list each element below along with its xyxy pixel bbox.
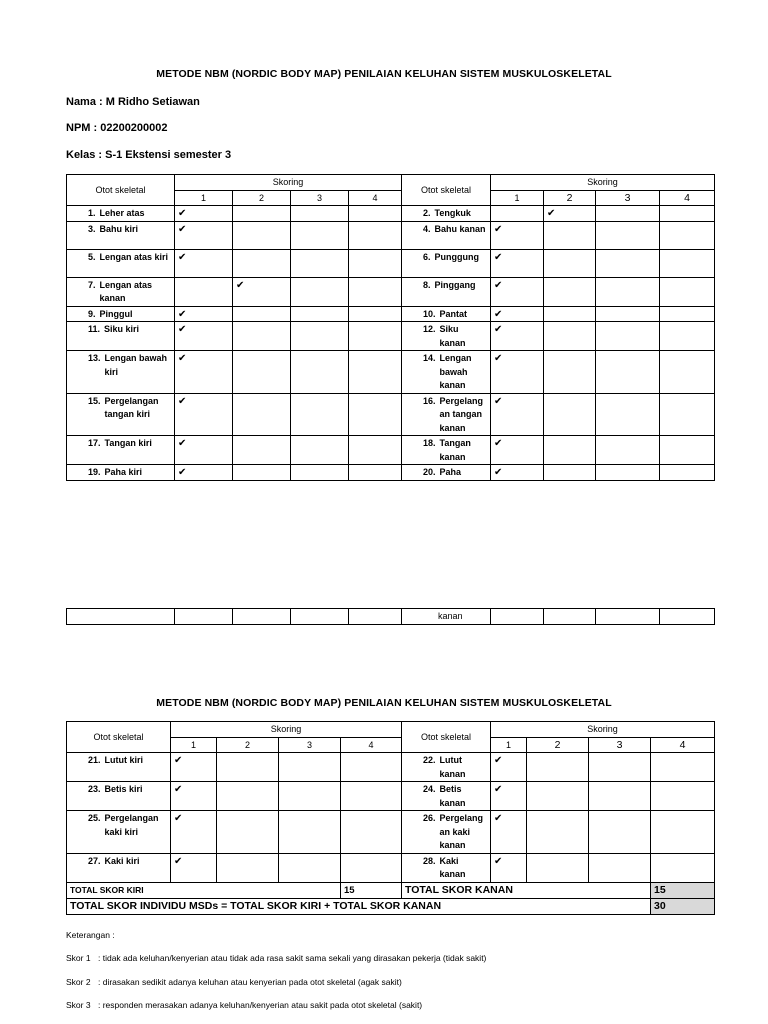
total-individu-value: 30 (651, 898, 715, 914)
right-score-cell (660, 393, 715, 436)
left-score-check (175, 351, 233, 394)
left-score-cell (279, 811, 341, 854)
keterangan-text: : responden merasakan adanya keluhan/kenyerian atau sakit pada otot skeletal (sakit) (98, 1000, 423, 1010)
left-score-check (175, 221, 233, 249)
left-score-cell (349, 249, 402, 277)
right-score-cell (589, 782, 651, 811)
right-score-check (491, 782, 527, 811)
muscle-number: 4. (423, 223, 431, 234)
table-cell (349, 609, 402, 625)
muscle-name: Lengan atas kiri (99, 251, 169, 262)
keterangan-label: Skor 2 (66, 977, 91, 987)
table-row (67, 306, 715, 322)
left-score-cell (349, 206, 402, 222)
right-score-cell (660, 249, 715, 277)
check-mark-icon: ✔ (494, 279, 503, 291)
left-score-cell (279, 753, 341, 782)
left-score-cell (341, 782, 402, 811)
right-score-cell (660, 206, 715, 222)
left-muscle-label (67, 277, 175, 306)
muscle-name: Pinggul (99, 308, 133, 319)
check-mark-icon: ✔ (178, 395, 187, 407)
left-score-cell (233, 465, 291, 481)
header-skoring-left: Skoring (171, 722, 402, 738)
muscle-number: 9. (88, 308, 96, 319)
muscle-number: 26. (423, 813, 436, 823)
left-score-cell (279, 782, 341, 811)
table-row (67, 322, 715, 351)
check-mark-icon: ✔ (494, 784, 503, 795)
right-score-cell (660, 322, 715, 351)
left-score-cell (279, 853, 341, 882)
muscle-name: Siku kanan (439, 324, 466, 348)
right-score-cell (544, 306, 596, 322)
left-score-cell (291, 206, 349, 222)
muscle-name: Lengan bawah kiri (104, 353, 168, 377)
muscle-name: Paha (439, 467, 462, 477)
muscle-name: Tangan kanan (439, 438, 471, 462)
muscle-number: 2. (423, 208, 431, 218)
total-kiri-label: TOTAL SKOR KIRI (67, 882, 341, 898)
table-row (67, 393, 715, 436)
left-score-cell (291, 393, 349, 436)
muscle-number: 21. (88, 755, 101, 765)
check-mark-icon: ✔ (178, 324, 187, 335)
left-muscle-label (67, 206, 175, 222)
right-muscle-label (402, 753, 491, 782)
left-score-cell (217, 782, 279, 811)
score-col-header: 3 (589, 737, 651, 753)
check-mark-icon: ✔ (178, 308, 187, 320)
muscle-name: Lutut kanan (439, 755, 466, 779)
muscle-name: Tengkuk (434, 208, 471, 218)
kelas-field: Kelas : S-1 Ekstensi semester 3 (66, 149, 232, 161)
right-score-cell (589, 853, 651, 882)
left-score-cell (349, 277, 402, 306)
muscle-name: Lutut kiri (104, 755, 144, 765)
check-mark-icon: ✔ (494, 353, 503, 364)
total-individu-label: TOTAL SKOR INDIVIDU MSDs = TOTAL SKOR KIRI + TOTAL SKOR KANAN (67, 898, 651, 914)
total-kanan-label: TOTAL SKOR KANAN (402, 882, 651, 898)
left-score-check (171, 853, 217, 882)
table-cell (491, 609, 544, 625)
left-muscle-label (67, 322, 175, 351)
keterangan-text: : dirasakan sedikit adanya keluhan atau kenyerian pada otot skeletal (agak sakit) (98, 977, 402, 987)
left-score-cell (233, 306, 291, 322)
left-score-cell (291, 436, 349, 465)
muscle-number: 22. (423, 755, 436, 765)
right-muscle-label (402, 436, 491, 465)
muscle-name: Betis kiri (104, 784, 143, 794)
left-score-cell (233, 206, 291, 222)
left-score-check (171, 753, 217, 782)
header-skoring-right: Skoring (491, 722, 715, 738)
score-col-header: 4 (660, 190, 715, 206)
right-muscle-label (402, 853, 491, 882)
check-mark-icon: ✔ (174, 755, 183, 766)
check-mark-icon: ✔ (178, 208, 187, 219)
right-muscle-label (402, 306, 491, 322)
muscle-number: 17. (88, 438, 101, 448)
left-muscle-label (67, 221, 175, 249)
table-row (67, 249, 715, 277)
table-row (67, 465, 715, 481)
muscle-name: Pergelangan kaki kiri (104, 813, 159, 837)
right-score-check (491, 465, 544, 481)
left-score-cell (341, 753, 402, 782)
right-score-cell (589, 811, 651, 854)
header-otot-right: Otot skeletal (402, 722, 491, 753)
right-score-cell (596, 206, 660, 222)
muscle-name: Lengan atas kanan (99, 279, 153, 303)
check-mark-icon: ✔ (494, 755, 503, 766)
table-row (67, 753, 715, 782)
right-score-check (491, 811, 527, 854)
left-score-check (233, 277, 291, 306)
check-mark-icon: ✔ (178, 223, 187, 235)
right-score-cell (596, 465, 660, 481)
check-mark-icon: ✔ (178, 438, 187, 449)
table-cell (544, 609, 596, 625)
muscle-number: 15. (88, 395, 101, 406)
left-score-check (175, 249, 233, 277)
check-mark-icon: ✔ (174, 855, 183, 867)
score-col-header: 2 (527, 737, 589, 753)
muscle-number: 5. (88, 251, 96, 262)
right-score-cell (491, 206, 544, 222)
table-cell (660, 609, 715, 625)
right-muscle-label (402, 249, 491, 277)
score-col-header: 3 (291, 190, 349, 206)
right-score-cell (660, 351, 715, 394)
score-col-header: 1 (491, 190, 544, 206)
right-score-cell (660, 221, 715, 249)
check-mark-icon: ✔ (174, 784, 183, 795)
muscle-number: 28. (423, 855, 436, 866)
left-score-cell (233, 393, 291, 436)
left-score-cell (291, 351, 349, 394)
keterangan-label: Skor 3 (66, 1000, 91, 1010)
left-score-cell (349, 436, 402, 465)
table-cell (233, 609, 291, 625)
right-muscle-label (402, 206, 491, 222)
muscle-number: 19. (88, 467, 101, 477)
left-score-cell (349, 322, 402, 351)
left-score-cell (217, 811, 279, 854)
right-muscle-label (402, 811, 491, 854)
left-score-check (175, 393, 233, 436)
header-otot-right: Otot skeletal (402, 175, 491, 206)
right-score-cell (651, 782, 715, 811)
right-score-check (491, 393, 544, 436)
score-col-header: 4 (651, 737, 715, 753)
right-score-cell (527, 753, 589, 782)
score-col-header: 4 (341, 737, 402, 753)
right-score-cell (660, 306, 715, 322)
right-score-cell (596, 249, 660, 277)
muscle-number: 12. (423, 324, 436, 334)
table-row (67, 206, 715, 222)
table-row (67, 811, 715, 854)
left-muscle-label (67, 853, 171, 882)
right-score-cell (544, 465, 596, 481)
keterangan-item (66, 977, 402, 987)
left-score-cell (291, 306, 349, 322)
muscle-name: Pergelang an kaki kanan (439, 813, 484, 850)
right-muscle-label (402, 393, 491, 436)
left-muscle-label (67, 351, 175, 394)
left-muscle-label (67, 306, 175, 322)
right-score-cell (596, 221, 660, 249)
muscle-number: 10. (423, 308, 436, 319)
page-title: METODE NBM (NORDIC BODY MAP) PENILAIAN KELUHAN SISTEM MUSKULOSKELETAL (156, 68, 612, 80)
header-otot-left: Otot skeletal (67, 175, 175, 206)
muscle-number: 6. (423, 251, 431, 262)
check-mark-icon: ✔ (494, 223, 503, 235)
table-row (67, 436, 715, 465)
muscle-name: Pergelangan tangan kiri (104, 395, 159, 419)
right-score-cell (596, 393, 660, 436)
check-mark-icon: ✔ (494, 438, 503, 449)
left-score-cell (291, 465, 349, 481)
left-score-cell (233, 351, 291, 394)
right-score-cell (660, 465, 715, 481)
muscle-number: 25. (88, 813, 101, 823)
right-muscle-label (402, 322, 491, 351)
nbm-table-1-continuation (66, 608, 715, 625)
muscle-name: Bahu kiri (99, 223, 139, 234)
score-col-header: 3 (596, 190, 660, 206)
score-col-header: 1 (171, 737, 217, 753)
table-row (67, 351, 715, 394)
right-score-cell (660, 277, 715, 306)
right-muscle-label (402, 221, 491, 249)
muscle-name: Pantat (439, 308, 468, 319)
table-cell (291, 609, 349, 625)
muscle-number: 24. (423, 784, 436, 794)
left-score-cell (291, 322, 349, 351)
right-score-cell (589, 753, 651, 782)
right-score-check (491, 322, 544, 351)
table-row (67, 221, 715, 249)
right-score-cell (544, 351, 596, 394)
muscle-number: 16. (423, 395, 436, 406)
left-muscle-label (67, 811, 171, 854)
left-score-cell (291, 277, 349, 306)
muscle-number: 11. (88, 324, 101, 334)
left-score-check (175, 436, 233, 465)
muscle-name: Lengan bawah kanan (439, 353, 472, 390)
right-score-check (491, 436, 544, 465)
muscle-number: 1. (88, 208, 96, 218)
keterangan-heading: Keterangan : (66, 930, 115, 940)
header-otot-left: Otot skeletal (67, 722, 171, 753)
check-mark-icon: ✔ (178, 251, 187, 263)
check-mark-icon: ✔ (494, 813, 503, 824)
keterangan-item (66, 1000, 422, 1010)
left-score-cell (349, 465, 402, 481)
check-mark-icon: ✔ (494, 467, 503, 478)
left-score-cell (217, 853, 279, 882)
muscle-number: 20. (423, 467, 436, 477)
table-cell (67, 609, 175, 625)
nama-field: Nama : M Ridho Setiawan (66, 96, 200, 108)
muscle-name: Pergelang an tangan kanan (439, 395, 484, 433)
score-col-header: 2 (233, 190, 291, 206)
muscle-name: Tangan kiri (104, 438, 152, 448)
right-score-cell (544, 393, 596, 436)
continued-label: kanan (402, 609, 491, 625)
muscle-name: Betis kanan (439, 784, 466, 808)
check-mark-icon: ✔ (494, 251, 503, 263)
left-score-check (175, 465, 233, 481)
page-title-2: METODE NBM (NORDIC BODY MAP) PENILAIAN KELUHAN SISTEM MUSKULOSKELETAL (156, 697, 612, 709)
score-col-header: 4 (349, 190, 402, 206)
right-score-cell (596, 277, 660, 306)
left-muscle-label (67, 436, 175, 465)
left-score-cell (233, 436, 291, 465)
muscle-number: 3. (88, 223, 96, 234)
table-cell (175, 609, 233, 625)
right-score-check (491, 277, 544, 306)
left-score-cell (175, 277, 233, 306)
muscle-number: 27. (88, 855, 101, 866)
right-muscle-label (402, 465, 491, 481)
left-score-check (175, 206, 233, 222)
muscle-name: Paha kiri (104, 467, 143, 477)
right-muscle-label (402, 277, 491, 306)
left-score-cell (349, 393, 402, 436)
muscle-number: 13. (88, 353, 101, 363)
total-kanan-value: 15 (651, 882, 715, 898)
npm-field: NPM : 02200200002 (66, 122, 168, 134)
right-score-cell (527, 853, 589, 882)
left-score-cell (291, 221, 349, 249)
muscle-name: Punggung (434, 251, 480, 262)
check-mark-icon: ✔ (494, 395, 503, 407)
table-row (67, 853, 715, 882)
muscle-name: Kaki kanan (439, 855, 466, 879)
right-score-cell (527, 782, 589, 811)
muscle-name: Siku kiri (104, 324, 140, 334)
left-score-cell (233, 249, 291, 277)
check-mark-icon: ✔ (174, 813, 183, 824)
muscle-name: Kaki kiri (104, 855, 140, 866)
right-score-cell (596, 306, 660, 322)
table-row (67, 782, 715, 811)
right-score-cell (596, 436, 660, 465)
left-score-cell (341, 811, 402, 854)
check-mark-icon: ✔ (178, 353, 187, 364)
muscle-name: Bahu kanan (434, 223, 486, 234)
header-skoring-right: Skoring (491, 175, 715, 191)
table-row (67, 277, 715, 306)
left-score-cell (349, 306, 402, 322)
right-score-cell (544, 322, 596, 351)
left-score-cell (233, 221, 291, 249)
right-score-cell (544, 436, 596, 465)
right-score-cell (651, 853, 715, 882)
left-score-check (171, 782, 217, 811)
check-mark-icon: ✔ (494, 324, 503, 335)
muscle-name: Pinggang (434, 279, 476, 290)
check-mark-icon: ✔ (494, 855, 503, 867)
right-score-cell (651, 753, 715, 782)
right-score-cell (544, 221, 596, 249)
muscle-name: Leher atas (99, 208, 145, 218)
table-cell (596, 609, 660, 625)
nbm-table-1 (66, 174, 715, 481)
check-mark-icon: ✔ (547, 208, 556, 219)
left-score-cell (217, 753, 279, 782)
keterangan-label: Skor 1 (66, 953, 91, 963)
score-col-header: 1 (175, 190, 233, 206)
right-score-check (491, 249, 544, 277)
left-score-cell (349, 351, 402, 394)
nbm-table-2 (66, 721, 715, 915)
left-score-cell (341, 853, 402, 882)
keterangan-item (66, 953, 486, 963)
muscle-number: 7. (88, 279, 96, 290)
right-score-check (491, 351, 544, 394)
left-score-check (175, 322, 233, 351)
score-col-header: 3 (279, 737, 341, 753)
left-score-cell (233, 322, 291, 351)
muscle-number: 23. (88, 784, 101, 794)
muscle-number: 14. (423, 353, 436, 363)
right-score-check (491, 306, 544, 322)
left-score-cell (291, 249, 349, 277)
right-score-cell (596, 322, 660, 351)
header-skoring-left: Skoring (175, 175, 402, 191)
score-col-header: 2 (544, 190, 596, 206)
right-score-cell (544, 249, 596, 277)
right-score-cell (596, 351, 660, 394)
score-col-header: 2 (217, 737, 279, 753)
check-mark-icon: ✔ (178, 467, 187, 478)
muscle-number: 18. (423, 438, 436, 448)
check-mark-icon: ✔ (494, 308, 503, 320)
left-muscle-label (67, 393, 175, 436)
left-muscle-label (67, 753, 171, 782)
total-kiri-value: 15 (341, 882, 402, 898)
right-score-check (491, 853, 527, 882)
left-muscle-label (67, 465, 175, 481)
right-score-cell (651, 811, 715, 854)
keterangan-text: : tidak ada keluhan/kenyerian atau tidak ada rasa sakit sama sekali yang dirasakan pekerja (tidak sakit) (98, 953, 487, 963)
right-muscle-label (402, 351, 491, 394)
check-mark-icon: ✔ (236, 279, 245, 291)
right-score-check (544, 206, 596, 222)
left-score-check (171, 811, 217, 854)
muscle-number: 8. (423, 279, 431, 290)
left-muscle-label (67, 249, 175, 277)
right-score-cell (660, 436, 715, 465)
left-score-check (175, 306, 233, 322)
right-score-check (491, 753, 527, 782)
score-col-header: 1 (491, 737, 527, 753)
left-score-cell (349, 221, 402, 249)
right-score-cell (527, 811, 589, 854)
left-muscle-label (67, 782, 171, 811)
right-score-check (491, 221, 544, 249)
right-muscle-label (402, 782, 491, 811)
right-score-cell (544, 277, 596, 306)
